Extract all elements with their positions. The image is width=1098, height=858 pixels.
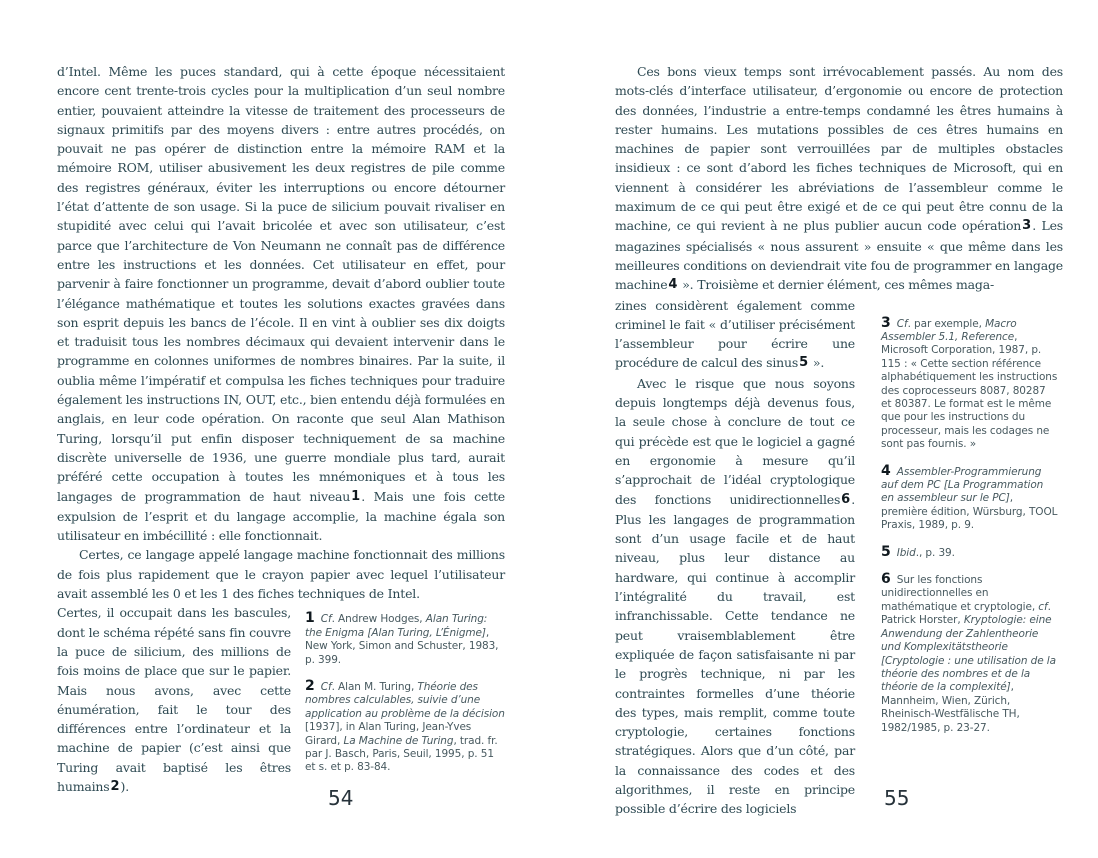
- paragraph: [615, 374, 855, 819]
- text-segment: ».: [809, 355, 825, 371]
- footnote-ref-2: 2: [110, 778, 120, 794]
- text-segment: ». Troisième et dernier élément, ces mêmes maga-: [678, 277, 994, 293]
- text-segment: Ibid: [896, 546, 916, 559]
- page-right-lower-region: [615, 296, 1063, 819]
- text-segment: Certes, ce langage appelé langage machine fonctionnait des millions de fois plus rapidement que le crayon papier avec lequel l’utilisateur avait assemblé les 0 et les 1 des fiches techniques de Intel.: [57, 547, 505, 602]
- paragraph: [57, 545, 505, 603]
- page-number-left: 54: [328, 786, 354, 810]
- text-segment: zines considèrent également comme criminel le fait « d’utiliser précisément l’assembleur pour écrire une procédure de calcul des sinus: [615, 297, 855, 371]
- footnote-5: [881, 543, 1059, 560]
- page-left-lower-region: [57, 603, 505, 797]
- footnote-3: [881, 314, 1059, 452]
- footnote-4: [881, 462, 1059, 533]
- text-segment: . par exemple,: [907, 317, 986, 330]
- text-segment: , trad. fr. par J. Basch, Paris, Seuil, 1995, p. 51 et s. et p. 83-84.: [305, 734, 498, 774]
- text-segment: [1937], in Alan Turing, Jean-Yves Girard,: [305, 721, 472, 747]
- page-right-narrow-text: [615, 296, 855, 819]
- footnote-2: [305, 677, 505, 775]
- page-left-narrow-text: [57, 603, 291, 797]
- text-segment: Sur les fonctions unidirectionnelles en mathématique et cryptologie,: [881, 574, 1039, 613]
- page-right: [549, 0, 1098, 858]
- text-segment: Alan Turing: the Enigma: [305, 613, 488, 639]
- footnote-number: 4: [881, 462, 891, 479]
- footnote-ref-5: 5: [799, 355, 809, 371]
- page-left-footnotes: [305, 612, 505, 787]
- text-segment: Théorie des nombres calculables, suivie d’une application au problème de la décision: [305, 680, 505, 720]
- paragraph: [57, 603, 291, 797]
- text-segment: d’Intel. Même les puces standard, qui à cette époque nécessitaient encore cent trente-trois cycles pour la multiplication d’un seul nombre entier, pouvaient atteindre la vitesse de traitement des processeurs de signaux primitifs par des moyens divers : entre autres procédés, on pouvait ne pas opérer de distinction entre la mémoire RAM et la mémoire ROM, utiliser abusivement les deux registres de pile comme des registres généraux, éviter les interruptions ou encore détourner l’état d’attente de son usage. Si la puce de silicium pouvait rivaliser en stupidité avec celui qui l’avait bricolée et avec son utilisateur, c’est parce que l’architecture de Von Neumann ne connaît pas de différence entre les instructions et les données. Cet utilisateur en effet, pour parvenir à faire fonctionner un programme, devait d’abord oublier toute l’élégance mathématique et toutes les solutions exactes gravées dans son esprit depuis les bancs de l’école. Il en vint à oublier ses dix doigts et traduisit tous les nombres décimaux qui devaient intervenir dans le programme en colonnes uniformes de nombres binaires. Par la suite, il oublia même l’impératif et compulsa les fiches techniques pour traduire également les instructions IN, OUT, etc., bien entendu déjà formulées en anglais, en leur code opération. On raconte que seul Alan Mathison Turing, lorsqu’il put enfin disposer techniquement de sa machine discrète universelle de 1936, une guerre mondiale plus tard, aurait préféré cette occupation à toutes les mnémoniques et à tous les langages de programmation de haut niveau: [57, 64, 505, 504]
- text-segment: ., p. 39.: [915, 546, 955, 559]
- text-segment: cf: [1038, 600, 1048, 613]
- footnote-ref-6: 6: [841, 491, 851, 507]
- text-segment: . Mais une fois cette expulsion de l’esprit et du langage accomplie, la machine égala son utilisateur en imbécillité : elle fonctionnait.: [57, 488, 505, 544]
- text-segment: La Machine de Turing: [343, 734, 454, 747]
- text-segment: Assembler-Programmierung auf dem PC [La Programmation en assembleur sur le PC]: [881, 465, 1044, 505]
- text-segment: Kryptologie: eine Anwendung der Zahlentheorie und Komplexitätstheorie [Cryptologie : une utilisation de la théorie des nombres et de la théorie de la complexité]: [881, 614, 1056, 694]
- page-right-main-text: [615, 62, 1063, 296]
- text-segment: Cf: [320, 613, 332, 626]
- text-segment: , Mannheim, Wien, Zürich, Rheinisch-Westfälische TH, 1982/1985, p. 23-27.: [881, 681, 1020, 734]
- text-segment: Certes, il occupait dans les bascules, dont le schéma répété sans fin couvre la puce de silicium, des millions de fois moins de place que sur le papier. Mais nous avons, avec cette énumération, fait le tour des différences entre l’ordinateur et la machine de papier (c’est ainsi que Turing avait baptisé les êtres humains: [57, 605, 291, 794]
- text-segment: . Les magazines spécialisés « nous assurent » ensuite « que même dans les meilleures conditions on deviendrait vite fou de programmer en langage machine: [615, 218, 1064, 293]
- page-left-main-text: [57, 62, 505, 603]
- text-segment: , Microsoft Corporation, 1987, p. 115 : « Cette section référence alphabétiquement les instructions des coprocesseurs 8087, 80287 et 80387. Le format est le même que pour les instructions du processeur, mais les codages ne sont pas fournis. »: [881, 330, 1058, 451]
- page-right-footnotes: [881, 314, 1059, 748]
- text-segment: [Alan Turing, L’Énigme]: [367, 626, 486, 639]
- text-segment: ).: [120, 778, 129, 794]
- footnote-number: 3: [881, 314, 891, 331]
- footnote-ref-1: 1: [351, 488, 361, 504]
- text-segment: Macro Assembler 5.1, Reference: [881, 317, 1017, 343]
- page-number-right: 55: [884, 786, 910, 810]
- text-segment: . Plus les langages de programmation sont d’un usage facile et de haut niveau, plus leur distance au hardware, qui continue à accomplir l’intégralité du travail, est infranchissable. Cette tendance ne peut vraisemblablement être expliquée de façon satisfaisante ni par le progrès technique, ni par les contraintes formelles d’une théorie des types, mais remplit, comme toute cryptologie, certaines fonctions stratégiques. Alors que d’un côté, par la connaissance des codes et des algorithmes, il reste en principe possible d’écrire des logiciels: [615, 491, 855, 817]
- text-segment: Cf: [320, 680, 332, 693]
- text-segment: . Alan M. Turing,: [331, 680, 418, 693]
- text-segment: , New York, Simon and Schuster, 1983, p. 399.: [305, 626, 499, 666]
- text-segment: Avec le risque que nous soyons depuis longtemps déjà devenus fous, la seule chose à conclure de tout ce qui précède est que le logiciel a gagné en ergonomie à mesure qu’il s’approchait de l’idéal cryptologique des fonctions unidirectionnelles: [615, 375, 855, 507]
- text-segment: Ces bons vieux temps sont irrévocablement passés. Au nom des mots-clés d’interface utilisateur, d’ergonomie ou encore de protection des données, l’industrie a entre-temps condamné les êtres humains à rester humains. Les mutations possibles de ces êtres humains en machines de papier sont verrouillées par de multiples obstacles insidieux : ce sont d’abord les fiches techniques de Microsoft, qui en viennent à considérer les abréviations de l’assembleur comme le maximum de ce qui peut être exigé et de ce qui peut être connu de la machine, ce qui revient à ne plus publier aucun code opération: [615, 64, 1063, 234]
- footnote-number: 2: [305, 677, 315, 694]
- text-segment: . Patrick Horster,: [881, 600, 1051, 627]
- footnote-ref-4: 4: [668, 277, 678, 293]
- footnote-1: [305, 612, 505, 667]
- paragraph: [615, 62, 1063, 296]
- text-segment: Cf: [896, 317, 908, 330]
- footnote-number: 1: [305, 610, 315, 627]
- paragraph: [615, 296, 855, 374]
- footnote-ref-3: 3: [1022, 218, 1032, 234]
- text-segment: . Andrew Hodges,: [331, 613, 426, 626]
- footnote-number: 6: [881, 571, 891, 588]
- text-segment: , première édition, Würsburg, TOOL Praxis, 1989, p. 9.: [881, 492, 1058, 532]
- footnote-6: [881, 573, 1059, 735]
- footnote-number: 5: [881, 543, 891, 560]
- paragraph: [57, 62, 505, 545]
